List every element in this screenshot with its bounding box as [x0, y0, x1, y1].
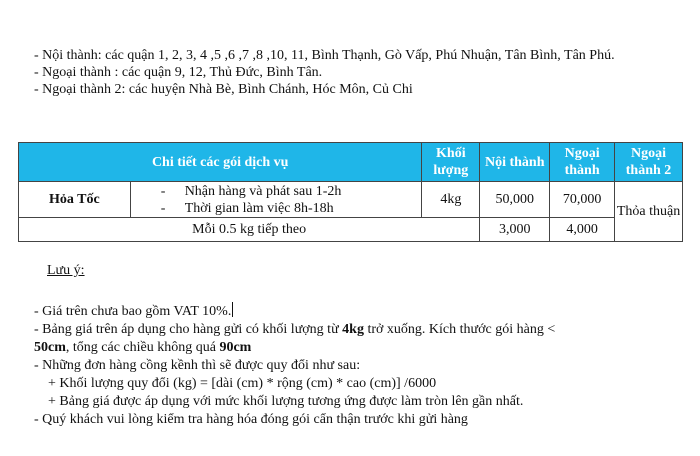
table-row-extra [19, 218, 683, 242]
table-row-express [19, 182, 683, 218]
header-outer-city: Ngoại thành [550, 143, 615, 182]
service-detail-item: - Thời gian làm việc 8h-18h [160, 200, 334, 216]
note-bulky: - Những đơn hàng cồng kềnh thì sẽ được quy đổi như sau: [34, 358, 361, 373]
express-outer-2-price: Thỏa thuận [615, 182, 683, 242]
header-service: Chi tiết các gói dịch vụ [19, 143, 422, 182]
note-check-package: - Quý khách vui lòng kiểm tra hàng hóa đóng gói cẩn thận trước khi gửi hàng [34, 412, 468, 427]
extra-label: Mỗi 0.5 kg tiếp theo [19, 218, 480, 242]
note-weight-limit: - Bảng giá trên áp dụng cho hàng gửi có khối lượng từ 4kg trở xuống. Kích thước gói hàng < 50cm, tổng các chiều không quá 90cm [34, 322, 556, 355]
extra-inner-price: 3,000 [480, 218, 550, 242]
table-header-row [19, 143, 683, 182]
header-weight: Khối lượng [422, 143, 480, 182]
delivery-zones [34, 47, 674, 98]
note-vat[interactable]: - Giá trên chưa bao gồm VAT 10%. [34, 304, 232, 319]
price-table [18, 142, 683, 242]
zone-outer-city: - Ngoại thành : các quận 9, 12, Thủ Đức, Bình Tân. [34, 65, 323, 80]
express-inner-price: 50,000 [480, 182, 550, 218]
text-cursor [232, 302, 233, 317]
zone-outer-city-2: - Ngoại thành 2: các huyện Nhà Bè, Bình Chánh, Hóc Môn, Củ Chi [34, 82, 413, 97]
extra-outer-price: 4,000 [550, 218, 615, 242]
note-formula: + Khối lượng quy đổi (kg) = [dài (cm) * rộng (cm) * cao (cm)] /6000 [48, 376, 437, 391]
header-inner-city: Nội thành [480, 143, 550, 182]
zone-inner-city: - Nội thành: các quận 1, 2, 3, 4 ,5 ,6 ,7 ,8 ,10, 11, Bình Thạnh, Gò Vấp, Phú Nhuận, Tân Bình, Tân Phú. [34, 48, 615, 63]
express-outer-price: 70,000 [550, 182, 615, 218]
service-details [130, 182, 422, 218]
notes-title: Lưu ý: [47, 263, 85, 278]
express-weight: 4kg [422, 182, 480, 218]
note-rounding: + Bảng giá được áp dụng với mức khối lượng tương ứng được làm tròn lên gần nhất. [48, 394, 524, 409]
header-outer-city-2: Ngoại thành 2 [615, 143, 683, 182]
service-detail-item: - Nhận hàng và phát sau 1-2h [160, 183, 342, 199]
service-name: Hỏa Tốc [19, 182, 131, 218]
notes-section [34, 302, 684, 429]
